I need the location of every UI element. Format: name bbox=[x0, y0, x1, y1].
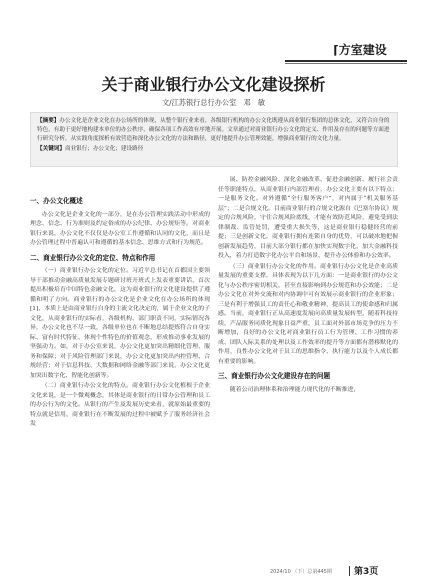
abstract-label: 【摘要】 bbox=[37, 118, 60, 124]
page-number: 第3页 bbox=[354, 567, 379, 577]
section-heading: 三、商业银行办公文化建设存在的问题 bbox=[218, 372, 331, 380]
paragraph: （二）商业银行办公文化的特点。商业银行办公文化植根于企业文化来说，是一个微观概念，其体是商业银行的日常办公管理和员工的办公行为的文化。从银行的产生及发展历史来看，就原始最重要的特点就是信用，商业银行在不断发展的过程中被赋予了服务经济社会发 bbox=[30, 383, 210, 427]
keywords-text: 商业银行；办公文化；建设路径 bbox=[64, 145, 144, 152]
footer-divider bbox=[349, 566, 350, 576]
section-heading: 一、办公文化概述 bbox=[30, 197, 83, 205]
abstract-text: 办公文化是企业文化在办公场所的体现，从整个银行业来看，各级银行机构的办公文化既遵从商业银行集团的总体文化，又符合自身的特色，有助于更好地构建本单位的办公秩序，确保各项工作高效有序地开展。文章通过对商业银行办公文化的定义、作用及存在的问题等方面进行研究分析，从实践角度探析有效营造和深化办公文化的方法和路径，更好地提升办公管理效能，增强商业银行的文化力量。 bbox=[37, 118, 390, 143]
section-divider-thin bbox=[285, 63, 407, 64]
paragraph: （一）商业银行办公文化的定位。习近平总书记在首都国主要领导干部推动金融高质量发展专题研讨班开班式上发表重要讲话，首次提出积极培育中国特色金融文化，这为商业银行的文化建设提供了遵循和明了方向。商业银行的办公文化是企业文化在办公场所的体现[1]，本质上是由商业银行自身的主流文化决定的，属于企业文化的子文化，从商业银行的实际看，各级机构、部门职责不同，实际情况各异，办公文化也不尽一致，各级单位也在不断地总结提炼符合自身实际、富有时代特征、体现个性特色的价值观念，形成推动事业发展的坚强动力。如，对于办公室来说，办公文化更加突出精细化管理、服务和保障；对于风险管理部门来说，办公文化更加突出内控管理、合规经营；对于信息科技、大数据和网络金融等部门来说，办公文化更加突出数字化、智能化创新等。 bbox=[30, 268, 210, 379]
issue-info: 2024/10 （下）总第445期 bbox=[270, 569, 332, 575]
paragraph: 随着公司治理体系和治理能力现代化的不断推进， bbox=[229, 386, 360, 393]
abstract-box bbox=[30, 112, 398, 167]
section-divider bbox=[285, 60, 407, 62]
keywords bbox=[37, 145, 391, 154]
article-author: 文/江苏银行总行办公室 邓 敏 bbox=[161, 98, 266, 107]
paragraph: 展、防控金融风险、深化金融改革、促进金融创新、履行社会责任等职能特点，从商业银行内部管理看，办公文化主要有以下特点：一是服务文化。对外遵循“全行服务客户”，对内属于“机关服务基层”；二是合规文化。目前商业银行的合规文化源自《巴塞尔协议》规定的合规风险，守住合规风险底线，才能有效防范风险，避免受到法律制裁、监管处罚，遭受重大损失等，这是商业银行稳健经营的前提；三是创新文化。商业银行拥有连锁自身的优势，可以破冰地把握创新发展趋势，目前大部分银行都在加快实现数字化，加大金融科技投入，着力打造数字化办公平台和场景，提升办公体验和办公效率。 bbox=[218, 177, 398, 259]
section-heading: 二、商业银行办公文化的定位、特点和作用 bbox=[30, 253, 156, 262]
page-footer bbox=[0, 562, 427, 582]
abstract bbox=[37, 117, 391, 145]
keywords-label: 【关键词】 bbox=[37, 145, 65, 152]
right-column bbox=[218, 176, 398, 396]
section-tag: ⌈方室建设 bbox=[333, 43, 387, 57]
left-column bbox=[30, 192, 210, 431]
article-title: 关于商业银行办公文化建设探析 bbox=[101, 75, 326, 94]
paragraph: 办公文化是企业文化的一部分，是在办公管理实践活动中形成的理念、信念、行为准则及约定俗成的办公纪律、办公规矩等。对商业银行来说，办公文化不仅仅是办公室工作遵循和认同的文化，而且是办公管理过程中普遍认可和遵循的基本信念、思维方式和行为规范。 bbox=[30, 211, 210, 246]
paragraph: （三）商业银行办公文化的作用。商业银行办公文化是企业高质量发展的重要支撑，具体表现为以下几方面：一是商业银行的办公文化与办公秩序密切相关，甚至直接影响到办公规范和办公效能；二是办公文化在对外交流和对内协调中可有效展示商业银行的企业形象；三是有利于增强员工的责任心和敬业精神，提高员工的使命感和归属感。当前，商业银行正从高速度发展向高质量发展转型，随着科技持续，产品服务同质化现象日益严重，员工面对外部市场竞争的压力不断增加，良好的办公文化对商业银行员工行为管理、工作习惯的养成、团队人际关系的处理以及工作效率的提升等方面都有潜移默化的作用，良性办公文化对于员工的思维指令、执行能力以及个人成长都有重要的影响。 bbox=[218, 263, 398, 365]
